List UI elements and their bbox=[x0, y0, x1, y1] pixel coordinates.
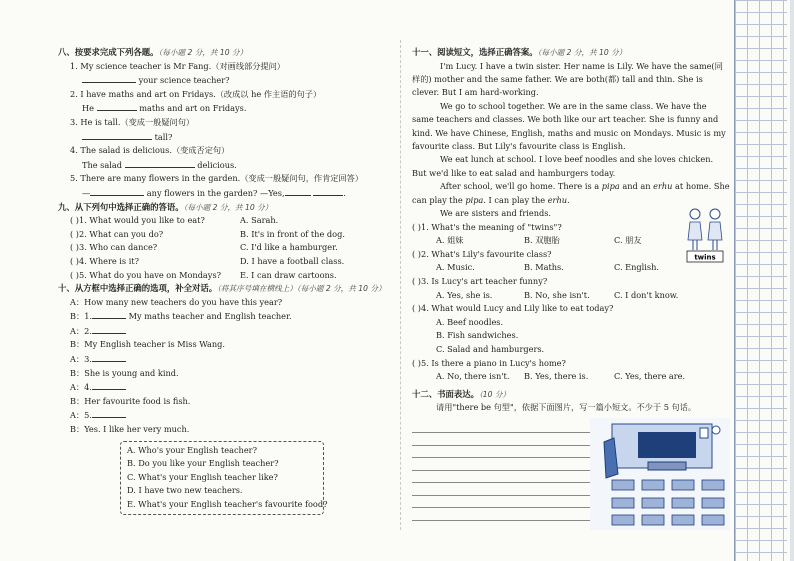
s11-question: ( )3. Is Lucy's art teacher funny? bbox=[412, 276, 548, 287]
s10-option: E. What's your English teacher's favourite food? bbox=[127, 499, 328, 509]
s9-answer: A. Sarah. bbox=[240, 215, 279, 226]
section-9-title: 九、从下列句中选择正确的答语。 bbox=[58, 201, 184, 212]
section-8-heading bbox=[58, 46, 388, 60]
s9-answer: D. I have a football class. bbox=[240, 255, 345, 266]
s9-row bbox=[58, 228, 388, 242]
s8-q4-answer-end: delicious. bbox=[197, 159, 237, 170]
answer-blank[interactable] bbox=[90, 186, 144, 196]
s10-dialog-label: A：2. bbox=[70, 325, 92, 336]
s11-option: A. Beef noodles. bbox=[436, 316, 504, 327]
s10-dialog-label: A：5. bbox=[70, 410, 92, 421]
s9-row bbox=[58, 214, 388, 228]
s9-question: ( )2. What can you do? bbox=[70, 228, 164, 239]
answer-blank[interactable] bbox=[92, 380, 126, 390]
writing-prompt: 请用"there be 句型"，依据下面图片，写一篇小短文。不少于 5 句话。 bbox=[436, 402, 697, 413]
answer-blank[interactable] bbox=[92, 408, 126, 418]
passage-paragraph-3: We eat lunch at school. I love beef noodles and she loves chicken. But we'd like to eat salad and hamburgers today. bbox=[412, 154, 714, 178]
s8-q3: 3. He is tall.（变成一般疑问句） bbox=[70, 116, 195, 127]
s11-question: ( )2. What's Lily's favourite class? bbox=[412, 248, 552, 259]
s8-q5-dash: — bbox=[82, 187, 91, 198]
s9-question: ( )4. Where is it? bbox=[70, 255, 140, 266]
section-11-heading bbox=[412, 46, 730, 60]
answer-blank[interactable] bbox=[92, 309, 126, 319]
section-12-title: 十二、书面表达。 bbox=[412, 388, 479, 399]
s10-dialog-line bbox=[58, 309, 388, 324]
s8-q5-answer-yes: —Yes, bbox=[260, 187, 285, 198]
s10-dialog-line: A：How many new teachers do you have this year? bbox=[70, 296, 283, 307]
passage-paragraph-5: We are sisters and friends. bbox=[440, 208, 552, 219]
s10-dialog-line: B：Yes. I like her very much. bbox=[70, 424, 190, 435]
s11-question: ( )1. What's the meaning of "twins"? bbox=[412, 221, 562, 232]
s11-question: ( )5. Is there a piano in Lucy's home? bbox=[412, 357, 566, 368]
s8-q4-answer-start: The salad bbox=[82, 159, 123, 170]
s8-q2-answer-start: He bbox=[82, 103, 94, 114]
s9-answer: B. It's in front of the dog. bbox=[240, 228, 345, 239]
s9-answer: C. I'd like a hamburger. bbox=[240, 242, 338, 253]
answer-blank[interactable] bbox=[82, 73, 136, 83]
s8-q5-answer-mid: any flowers in the garden? bbox=[146, 187, 258, 198]
s10-dialog-label: A：4. bbox=[70, 382, 92, 393]
s8-q3-answer-end: tall? bbox=[154, 131, 173, 142]
section-11-title: 十一、阅读短文，选择正确答案。 bbox=[412, 47, 538, 57]
answer-blank[interactable] bbox=[125, 158, 195, 168]
s10-dialog-text: My maths teacher and English teacher. bbox=[128, 311, 292, 322]
s9-answer: E. I can draw cartoons. bbox=[240, 269, 337, 280]
s10-dialog-label: B：1. bbox=[70, 311, 93, 322]
s9-row bbox=[58, 269, 388, 283]
s11-question: ( )4. What would Lucy and Lily like to eat today? bbox=[412, 303, 614, 314]
s9-question: ( )1. What would you like to eat? bbox=[70, 215, 205, 226]
answer-blank[interactable] bbox=[313, 186, 343, 196]
s10-dialog-line: B：Her favourite food is fish. bbox=[70, 395, 191, 406]
s10-options-box bbox=[120, 441, 328, 515]
section-12-heading bbox=[412, 388, 730, 402]
s10-option: B. Do you like your English teacher? bbox=[127, 458, 279, 469]
s8-q2: 2. I have maths and art on Fridays.（改成以 he 作主语的句子） bbox=[70, 88, 322, 99]
section-9-points: （每小题 2 分，共 10 分） bbox=[183, 202, 273, 212]
s8-q2-answer bbox=[58, 101, 388, 116]
s10-dialog-line bbox=[58, 380, 388, 395]
s10-dialog-label: A：3. bbox=[70, 354, 92, 365]
s11-options: A. No, there isn't. B. Yes, there is. C. Yes, there are. bbox=[436, 371, 686, 382]
s8-q5: 5. There are many flowers in the garden.（变成一般疑问句，作肯定回答） bbox=[70, 173, 364, 184]
answer-blank[interactable] bbox=[92, 352, 126, 362]
s8-q2-answer-end: maths and art on Fridays. bbox=[139, 103, 247, 114]
left-column bbox=[58, 46, 388, 515]
s10-dialog-line bbox=[58, 324, 388, 339]
s8-q1: 1. My science teacher is Mr Fang.（对画线部分提问） bbox=[70, 60, 285, 71]
section-12-points: （10 分） bbox=[479, 389, 511, 399]
s9-question: ( )3. Who can dance? bbox=[70, 242, 158, 253]
section-11-points: （每小题 2 分，共 10 分） bbox=[537, 48, 627, 57]
section-8-points: （每小题 2 分，共 10 分） bbox=[158, 48, 248, 57]
classroom-illustration bbox=[590, 418, 730, 530]
s8-q1-answer-text: your science teacher? bbox=[138, 75, 230, 86]
s11-option: B. Fish sandwiches. bbox=[436, 330, 519, 341]
erhu-word: erhu bbox=[653, 181, 673, 192]
s10-dialog-line: B：My English teacher is Miss Wang. bbox=[70, 339, 225, 350]
s8-q5-answer: — any flowers in the garden? —Yes, . bbox=[82, 187, 346, 198]
s10-dialog-line bbox=[58, 408, 388, 423]
answer-blank[interactable] bbox=[82, 130, 152, 140]
page-fold-divider bbox=[400, 40, 402, 530]
s10-option: D. I have two new teachers. bbox=[127, 485, 243, 496]
section-10-heading bbox=[58, 282, 388, 296]
s9-row bbox=[58, 241, 388, 255]
s8-q4: 4. The salad is delicious.（变成否定句） bbox=[70, 145, 230, 156]
s11-options: A. Music. B. Maths. C. English. bbox=[436, 262, 659, 273]
answer-blank[interactable] bbox=[285, 186, 311, 196]
s11-options: A. Yes, she is. B. No, she isn't. C. I don't know. bbox=[436, 289, 679, 300]
section-10-title: 十、从方框中选择正确的选项，补全对话。 bbox=[58, 283, 218, 294]
s11-option: C. Salad and hamburgers. bbox=[436, 344, 545, 354]
passage-paragraph-2: We go to school together. We are in the same class. We have the same teachers and classes. We both like our art teacher. She is funny and kind. We have Chinese, English, maths and music on Mondays. Music is my favourite class. But Lily's favourite class is English. bbox=[412, 100, 726, 152]
answer-blank[interactable] bbox=[97, 101, 137, 111]
s10-option: A. Who's your English teacher? bbox=[127, 444, 257, 455]
s11-options: A. 姐妹 B. 双胞胎 C. 朋友 bbox=[436, 235, 642, 246]
graph-paper-margin bbox=[734, 0, 787, 561]
s8-q1-answer bbox=[58, 73, 388, 88]
section-8-title: 八、按要求完成下列各题。 bbox=[58, 47, 159, 57]
section-10-points: （将其序号填在横线上）（每小题 2 分，共 10 分） bbox=[217, 284, 386, 294]
s9-row bbox=[58, 255, 388, 269]
s8-q3-answer bbox=[58, 130, 388, 145]
section-9-heading bbox=[58, 201, 388, 215]
s9-question: ( )5. What do you have on Mondays? bbox=[70, 269, 222, 280]
pipa-word: pipa bbox=[601, 181, 620, 192]
s8-q4-answer bbox=[58, 158, 388, 173]
twins-label: twins bbox=[694, 253, 716, 262]
answer-blank[interactable] bbox=[92, 324, 126, 334]
s10-option: C. What's your English teacher like? bbox=[127, 471, 278, 482]
twins-illustration bbox=[683, 204, 727, 264]
s10-dialog-line: B：She is young and kind. bbox=[70, 367, 179, 378]
s10-dialog-line bbox=[58, 352, 388, 367]
page-edge bbox=[790, 0, 794, 561]
passage-paragraph-1: I'm Lucy. I have a twin sister. Her name is Lily. We have the same(同样的) mother and the same father. We are both(都) tall and thin. She is clever. But I am hard-working. bbox=[412, 60, 723, 98]
passage-paragraph-4: After school, we'll go home. There is a pipa and an erhu at home. She can play the pipa. I can play the erhu. bbox=[412, 181, 730, 205]
